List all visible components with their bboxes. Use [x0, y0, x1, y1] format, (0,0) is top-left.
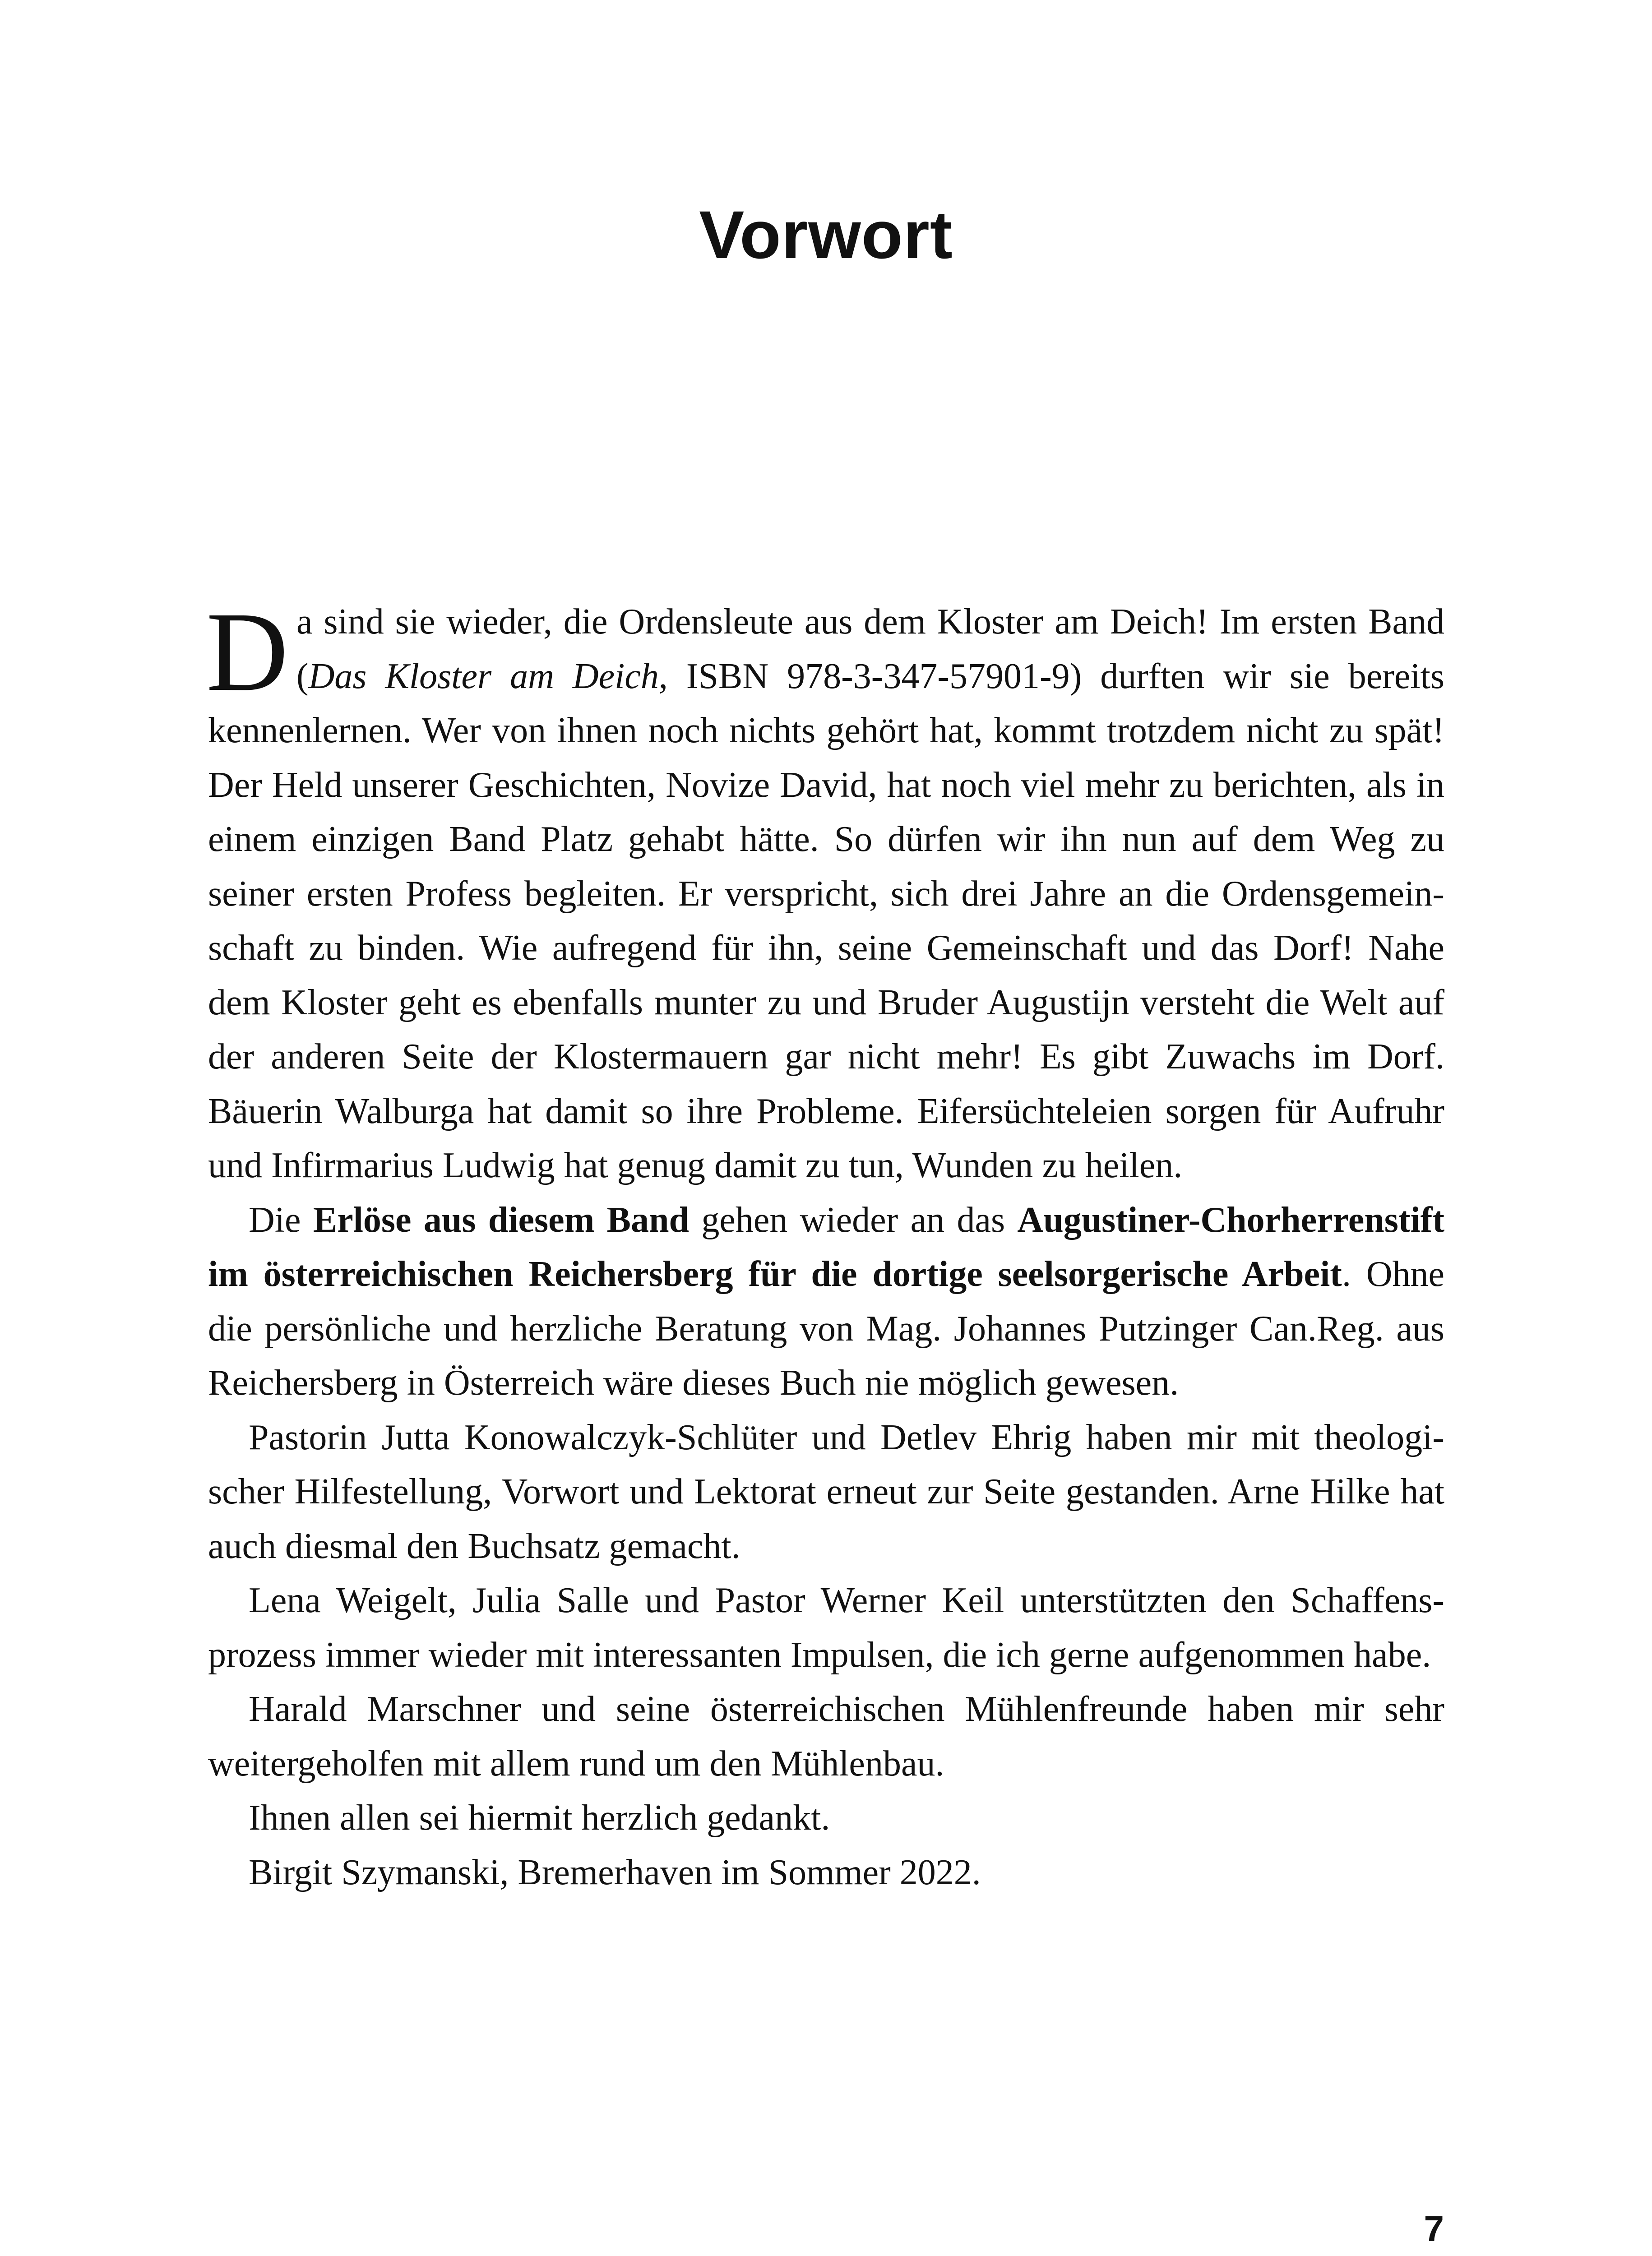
paragraph-acknowledgement-3: Harald Marschner und seine österreichischen Mühlenfreunde haben mir sehr weitergeholfen mit allem rund um den Mühlenbau. [208, 1689, 1444, 1784]
proceeds-middle: gehen wieder an das [689, 1200, 1018, 1240]
beneficiary-highlight: Augustiner-Chorherrenstift im österreichischen Reichersberg für die dortige seelsorgerische Arbeit [208, 1200, 1444, 1294]
intro-text: a sind sie wieder, die Ordensleute aus dem Kloster am Deich! Im ersten Band ( [296, 602, 1444, 696]
drop-cap: D [206, 588, 288, 715]
foreword-body [206, 588, 1445, 1900]
proceeds-rest: . Ohne die persönliche und herzliche Beratung von Mag. Johannes Putzinger Can.Reg. aus Reichersberg in Österreich wäre dieses Buch nie möglich gewesen. [208, 1254, 1445, 1403]
proceeds-highlight: Erlöse aus diesem Band [313, 1200, 689, 1240]
paragraph-acknowledgement-1: Pastorin Jutta Konowalczyk-Schlüter und Detlev Ehrig haben mir mit theologischer Hilfestellung, Vorwort und Lektorat erneut zur Seite gestanden. Arne Hilke hat auch diesmal den Buchsatz gemacht. [208, 1417, 1444, 1566]
book-title: Das Kloster am Deich [308, 656, 659, 696]
paragraph-intro [206, 588, 1445, 1193]
paragraph-proceeds [208, 1193, 1444, 1410]
paragraph-acknowledgement-2: Lena Weigelt, Julia Salle und Pastor Werner Keil unterstützten den Schaffensprozess immer wieder mit interessanten Impulsen, die ich gerne aufgenommen habe. [208, 1581, 1444, 1675]
page-number: 7 [1424, 2209, 1444, 2249]
intro-text-continued: , ISBN 978-3-347-57901-9) durften wir sie bereits kennenlernen. Wer von ihnen noch nichts gehört hat, kommt trotzdem nicht zu spät! Der Held unserer Geschichten, Novize David, hat noch viel mehr zu berichten, als in einem einzigen Band Platz gehabt hätte. So dürfen wir ihn nun auf dem Weg zu seiner ersten Profess begleiten. Er verspricht, sich drei Jahre an die Ordensgemeinschaft zu binden. Wie aufregend für ihn, seine Gemeinschaft und das Dorf! Nahe dem Kloster geht es ebenfalls munter zu und Bruder Augustijn versteht die Welt auf der anderen Seite der Klostermauern gar nicht mehr! Es gibt Zuwachs im Dorf. Bäuerin Walburga hat damit so ihre Probleme. Eifersüchteleien sorgen für Aufruhr und Infirmarius Ludwig hat genug damit zu tun, Wunden zu heilen. [208, 656, 1445, 1185]
paragraph-thanks: Ihnen allen sei hiermit herzlich gedankt. [249, 1798, 830, 1838]
proceeds-intro: Die [249, 1200, 313, 1240]
paragraph-signature: Birgit Szymanski, Bremerhaven im Sommer 2022. [249, 1852, 981, 1892]
page-title: Vorwort [699, 197, 953, 273]
